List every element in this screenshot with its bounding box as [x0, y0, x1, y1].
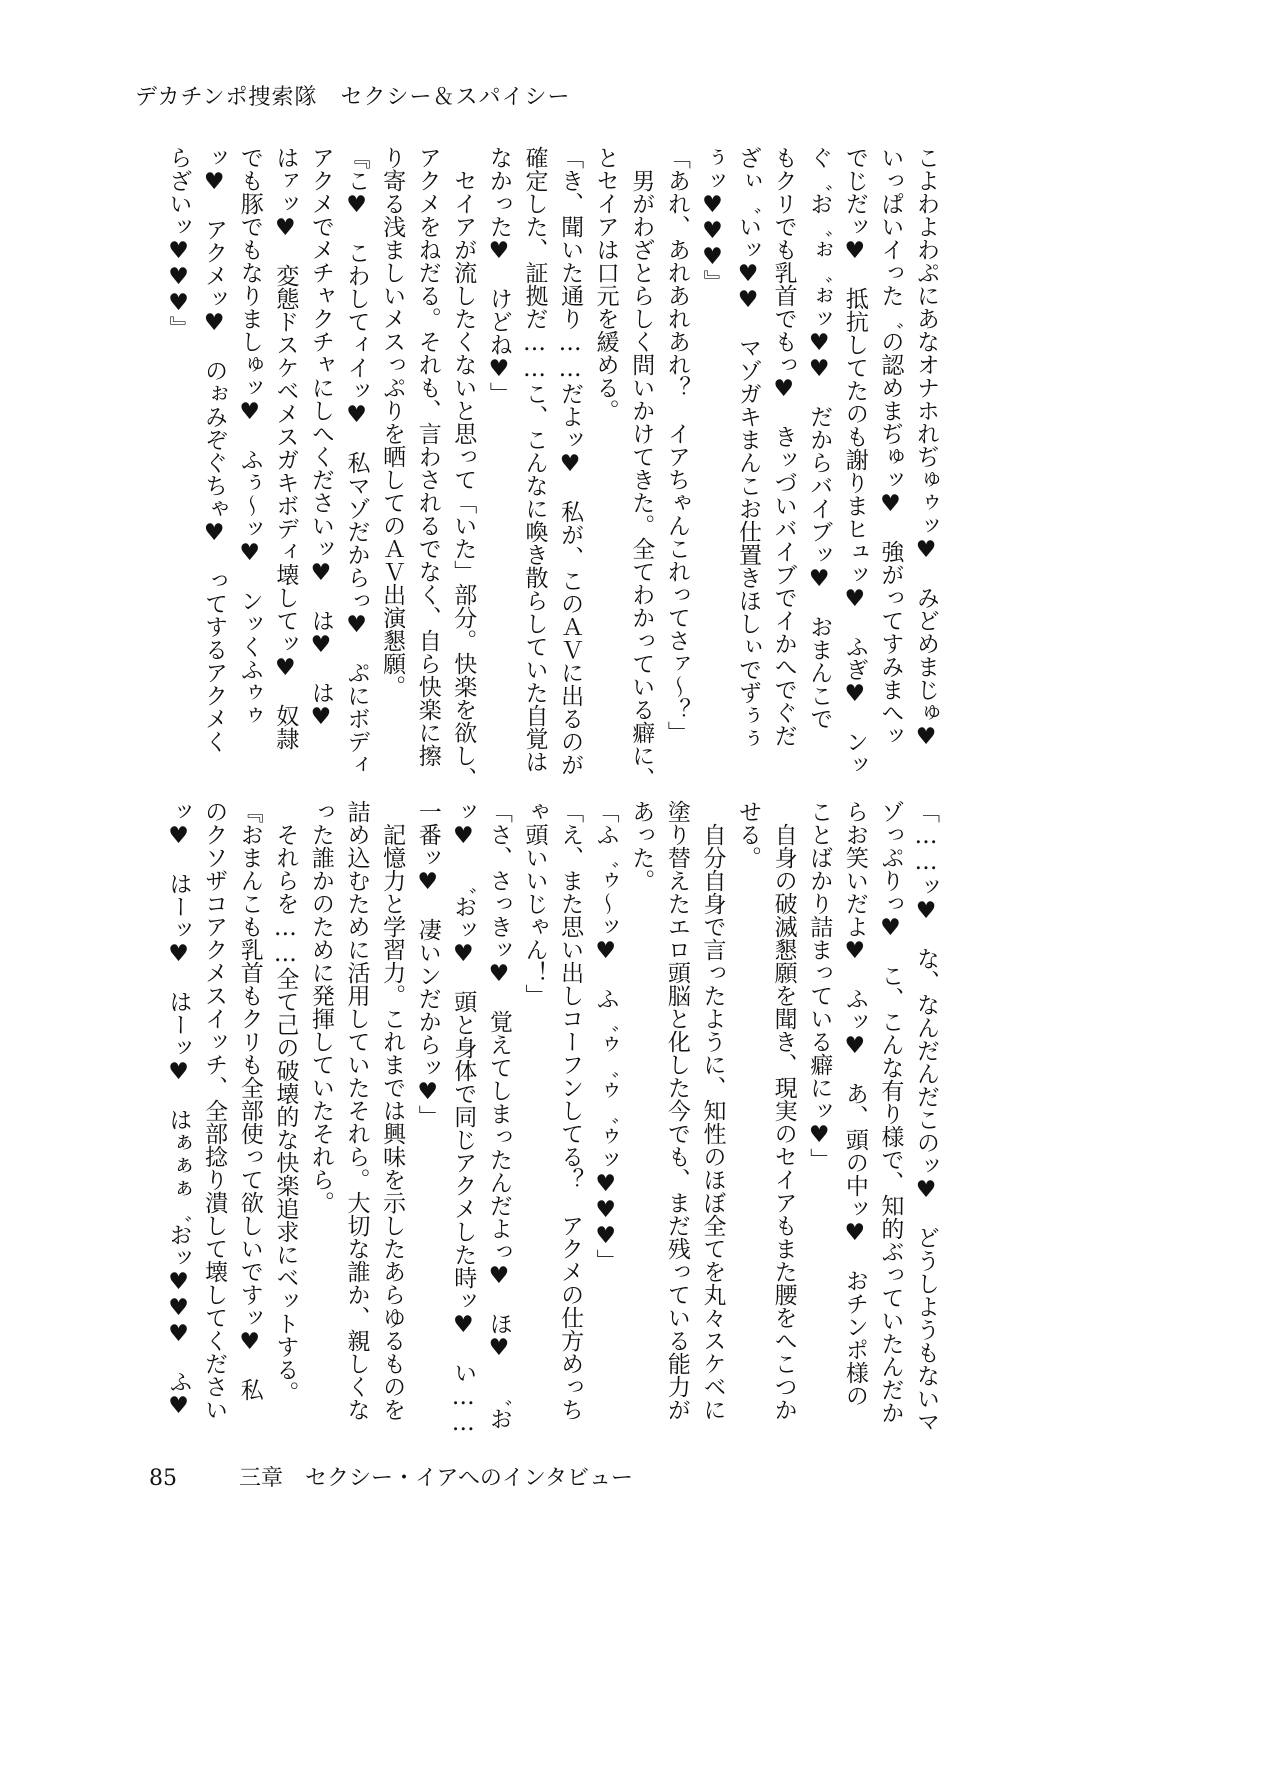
text-column: それらを……全て己の破壊的な快楽追求にベットする。 [272, 800, 299, 1404]
text-column: はァッ♥ 変態ドスケベメスガキボディ壊してッ♥ 奴隷 [272, 146, 299, 750]
text-column: あった。 [628, 800, 655, 892]
page-number: 85 [149, 1466, 177, 1491]
text-column: 『おまんこも乳首もクリも全部使って欲しいですッ♥ 私 [236, 800, 263, 1401]
text-column: 「あれ、あれあれあれ？ イアちゃんこれってさァ〜？」 [663, 146, 690, 744]
text-column: 「さ、さっきッ♥ 覚えてしまったんだよっ♥ ほ♥ ゛お [485, 800, 512, 1430]
text-column: らお笑いだよ♥ ふッ♥ あ、頭の中ッ♥ おチンポ様の [841, 800, 868, 1407]
running-header: デカチンポ捜索隊 セクシー＆スパイシー [135, 85, 571, 110]
text-column: なかった♥ けどね♥」 [485, 146, 512, 405]
text-column: 「……ッ♥ な、なんだんだこのッ♥ どうしようもないマ [913, 800, 939, 1433]
chapter-title: 三章 セクシー・イアへのインタビュー [239, 1466, 634, 1491]
text-column: ッ♥ ゛おッ♥ 頭と身体で同じアクメした時ッ♥ い…… [450, 800, 477, 1436]
text-column: ゾっぷりっ♥ こ、こんな有り様で、知的ぶっていたんだか [877, 800, 904, 1424]
text-column: 確定した、証拠だ……こ、こんなに喚き散らしていた自覚は [521, 146, 548, 773]
text-column: ことばかり詰まっている癖にッ♥」 [806, 800, 833, 1171]
text-column: でじだッ♥ 抵抗してたのも謝りまヒュッ♥ ふぎ♥ ンッ [841, 146, 868, 776]
text-column: 「ふ゛ゥ〜ッ♥ ふ゛ゥ゛ゥ゛ゥッ♥♥♥」 [592, 800, 619, 1272]
text-column: 自分自身で言ったように、知性のほぼ全てを丸々スケベに [699, 800, 726, 1421]
text-column: 『こ♥ こわしてィイッ♥ 私マゾだからっ♥ ぷにボディ [343, 146, 370, 776]
text-column: 「き、聞いた通り……だよッ♥ 私が、このＡＶに出るのが [557, 146, 584, 776]
text-column: 塗り替えたエロ頭脳と化した今でも、まだ残っている能力が [663, 800, 690, 1421]
text-column: こよわよわぷにあなオナホれぢゅゥッ♥ みどめまじゅ♥ [913, 146, 939, 750]
text-column: ぅッ♥♥♥』 [699, 146, 726, 293]
text-column: 一番ッ♥ 凄いンだからッ♥」 [414, 800, 441, 1128]
text-column: ッ♥ はーッ♥ はーッ♥ はぁぁぁ゛おッ♥♥♥ ふ♥ [165, 800, 192, 1419]
text-column: アクメでメチャクチャにしへくださいッ♥ は♥ は♥ [307, 146, 334, 730]
page-footer [135, 1436, 633, 1492]
text-column: ぐ゛お゛ぉ゛ぉッ♥♥ だからバイブッ♥ おまんこで [806, 146, 833, 730]
text-column: もクリでも乳首でもっ♥ きッづいバイブでイかへでぐだ [770, 146, 797, 747]
text-column: のクソザコアクメスイッチ、全部捻り潰して壊してください [201, 800, 228, 1421]
text-column: いっぱいイった゛の認めまぢゅッ♥ 強がってすみまへッ [877, 146, 904, 747]
text-column: せる。 [735, 800, 762, 869]
text-column: アクメをねだる。それも、言わされるでなく、自ら快楽に擦 [414, 146, 441, 767]
text-column: り寄る浅ましいメスっぷりを晒してのＡＶ出演懇願。 [379, 146, 406, 698]
text-block-bottom [160, 800, 943, 1436]
text-column: 「え、また思い出しコーフンしてる？ アクメの仕方めっち [557, 800, 584, 1421]
text-block-top [160, 146, 943, 794]
text-column: 記憶力と学習力。これまでは興味を示したあらゆるものを [379, 800, 406, 1421]
text-column: ざぃ゛いッ♥♥ マゾガキまんこお仕置きほしぃでずぅぅ [735, 146, 762, 750]
text-column: 男がわざとらしく問いかけてきた。全てわかっている癖に、 [628, 146, 655, 790]
text-column: でも豚でもなりましゅッ♥ ふぅ〜ッ♥ ンッくふゥゥ [236, 146, 263, 727]
text-column: ッ♥ アクメッ♥ のぉみぞぐちゃ♥ ってするアクメく [201, 146, 228, 753]
text-column: らざいッ♥♥♥』 [165, 146, 192, 339]
text-column: セイアが流したくないと思って「いた」部分。快楽を欲し、 [450, 146, 477, 790]
text-column: った誰かのために発揮していたそれら。 [307, 800, 334, 1214]
text-column: 詰め込むために活用していたそれら。大切な誰か、親しくな [343, 800, 370, 1421]
text-column: とセイアは口元を緩める。 [592, 146, 619, 422]
text-column: 自身の破滅懇願を聞き、現実のセイアもまた腰をへこつか [770, 800, 797, 1421]
text-column: ゃ頭いいじゃん！」 [521, 800, 548, 1007]
